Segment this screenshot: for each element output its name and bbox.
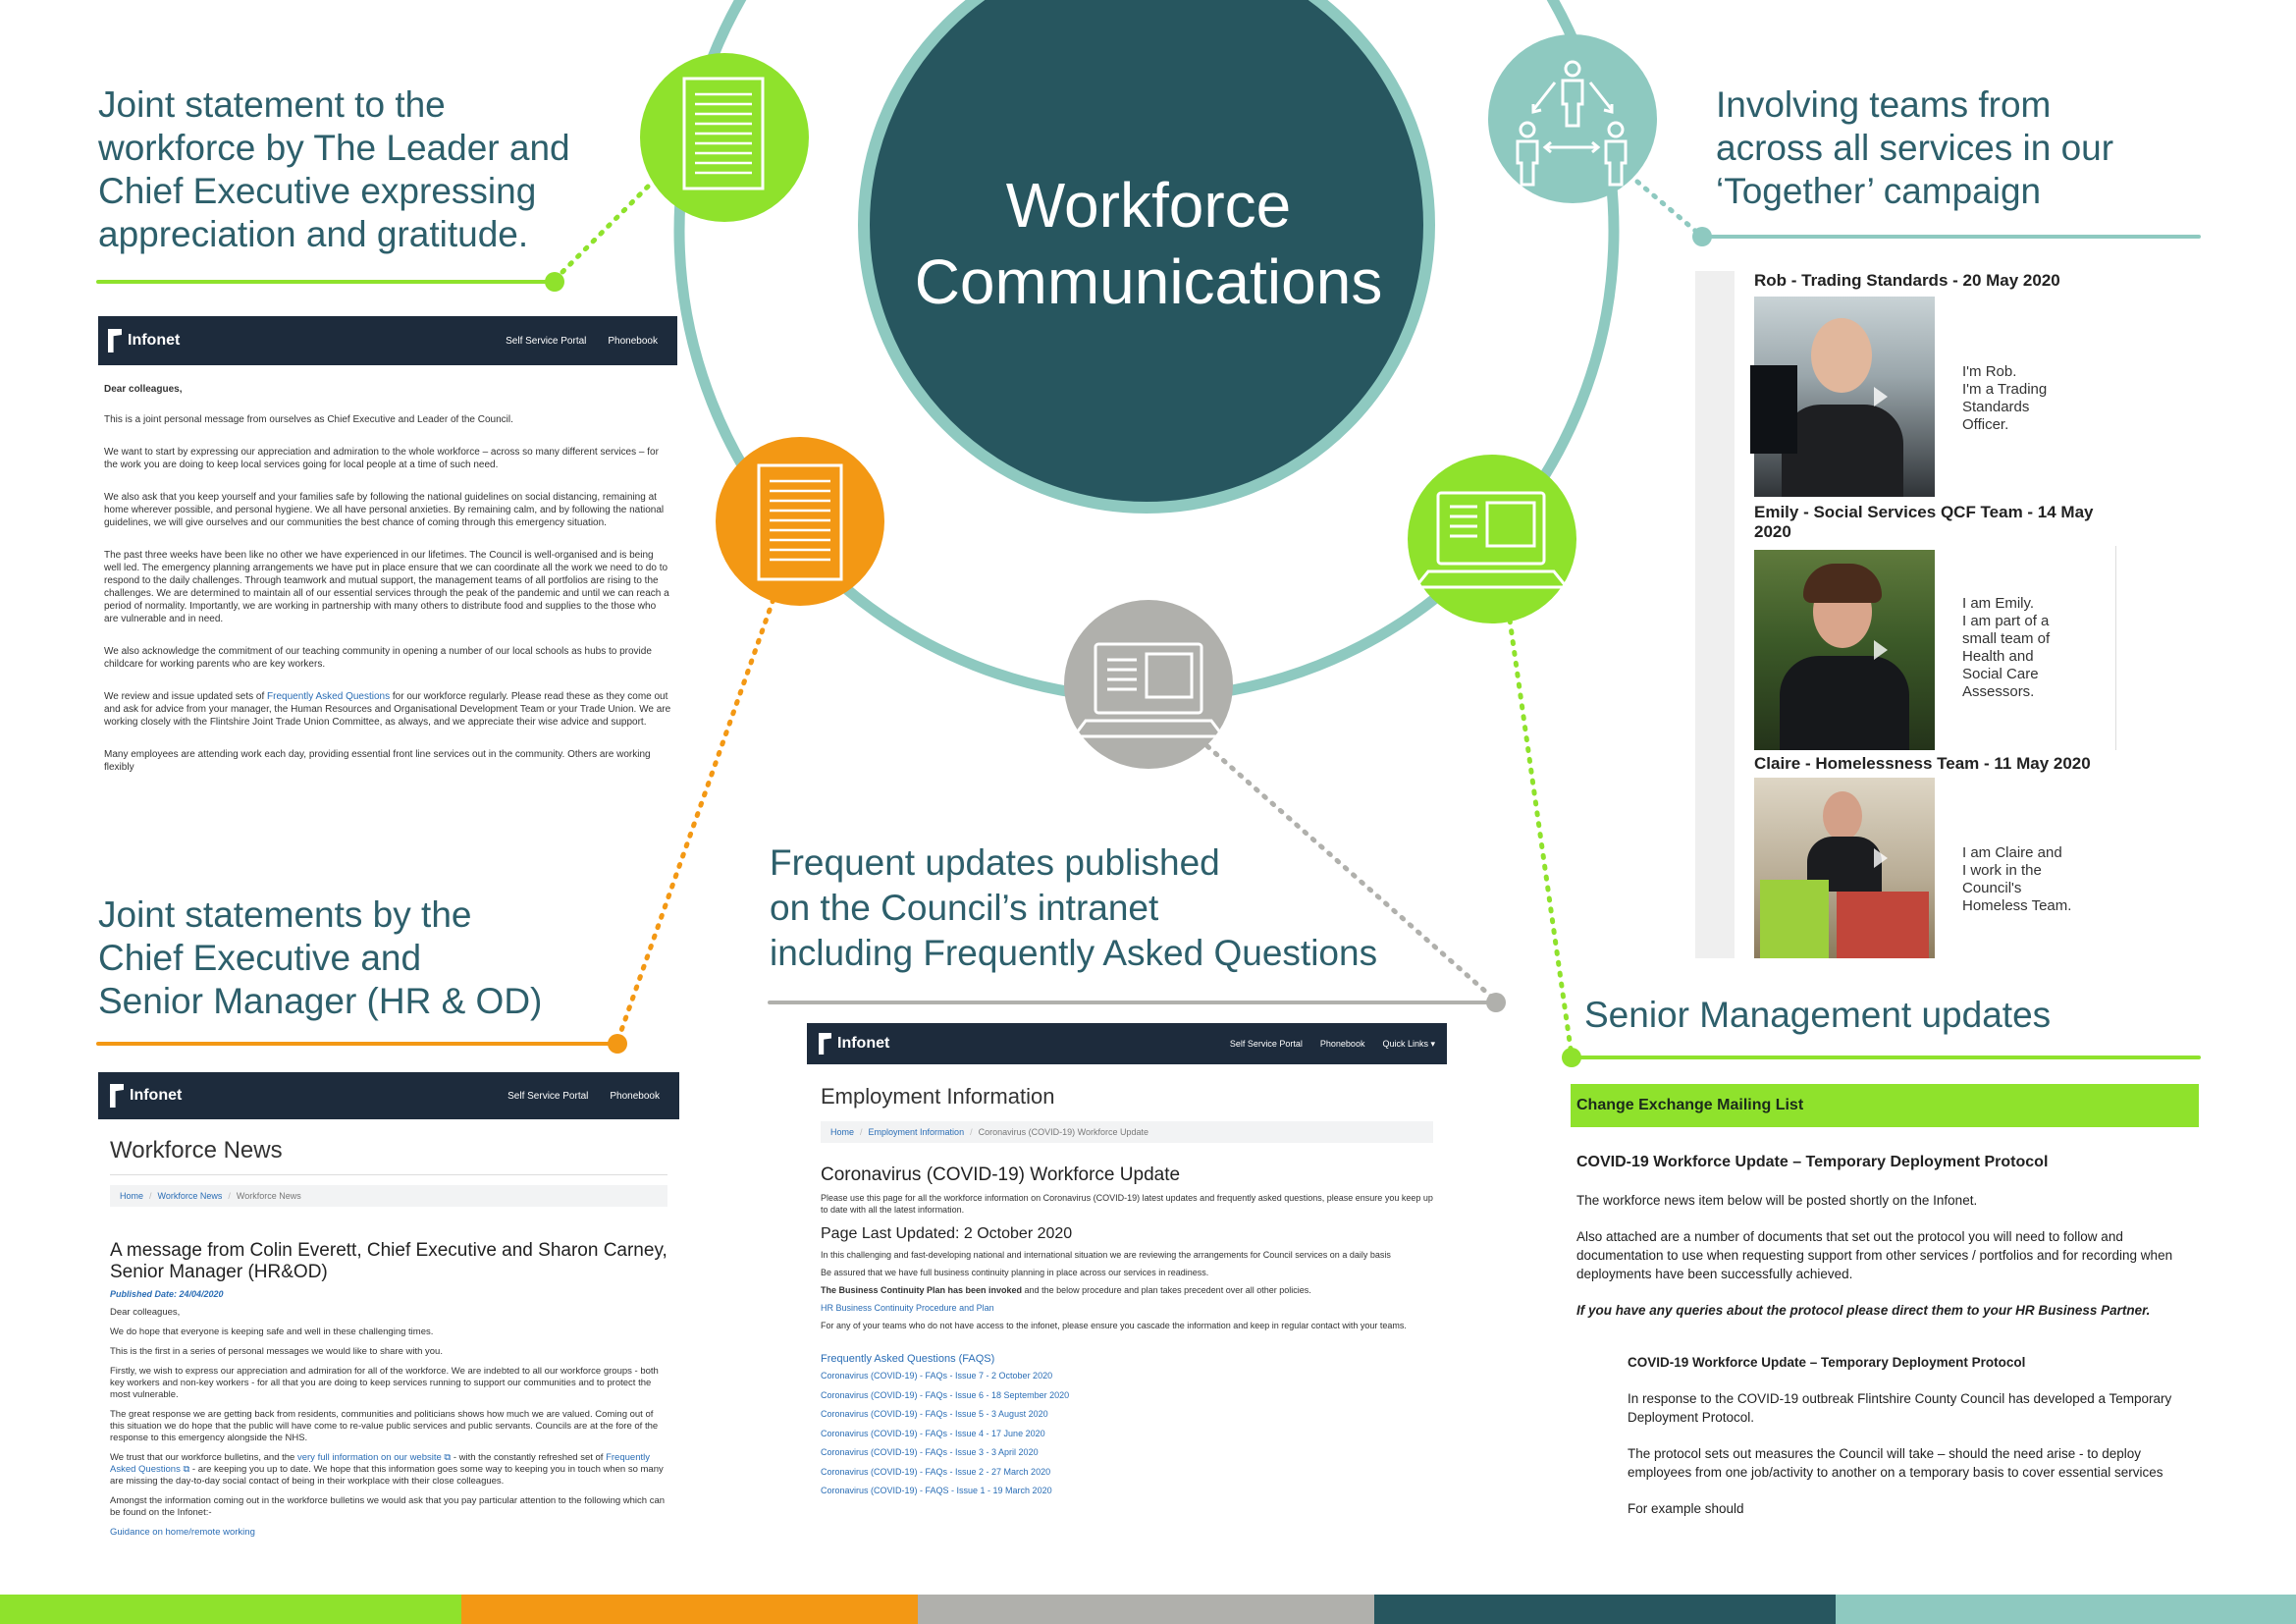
faq-link[interactable]: Coronavirus (COVID-19) - FAQs - Issue 4 - 17 June 2020 xyxy=(821,1428,1045,1438)
heading-joint-statements-hr: Joint statements by the Chief Executive and Senior Manager (HR & OD) xyxy=(98,894,543,1021)
paragraph: Many employees are attending work each day, providing essential front line services out in the community. Others are working flexibly xyxy=(104,749,651,773)
band-teal-dark xyxy=(1374,1595,1836,1624)
section-heading: Coronavirus (COVID-19) Workforce Update xyxy=(821,1164,1181,1185)
claire-photo[interactable] xyxy=(1754,778,1935,958)
heading-frequent-updates: Frequent updates published on the Council’s intranet including Frequently Asked Questions xyxy=(770,842,1378,973)
last-updated: Page Last Updated: 2 October 2020 xyxy=(821,1225,1073,1242)
logo-icon xyxy=(108,329,122,352)
paragraph: This is a joint personal message from ourselves as Chief Executive and Leader of the Council. xyxy=(104,414,513,425)
paragraph: The past three weeks have been like no other we have experienced in our lifetimes. The Council is well-organised and is being well led. The emergency planning arrangements we have put in place ensure that we can coordinate all the work we need to do to respond to the daily challenges. Through teamwork and mutual support, the management teams of all portfolios are rising to the challenges. We are determined to maintain all of our essential services through the peak of the pandemic and until we can reach a period of normality. Importantly, we are working in partnership with many others to distribute food and supplies to the those who are vulnerable and in need. xyxy=(104,550,669,624)
node-grey xyxy=(1064,600,1233,769)
play-icon[interactable] xyxy=(1874,848,1888,868)
text: - are keeping you up to date. We hope that this information goes some way to keeping you in touch when so many are missing the day-to-day social contact of being in their workplace with their close colleagues. xyxy=(110,1464,664,1487)
navbar xyxy=(98,1072,679,1119)
band-orange xyxy=(461,1595,918,1624)
faq-link[interactable]: Coronavirus (COVID-19) - FAQs - Issue 3 - 3 April 2020 xyxy=(821,1447,1039,1457)
body-shape xyxy=(1780,656,1909,750)
brand-name: Infonet xyxy=(837,1035,890,1052)
play-icon[interactable] xyxy=(1874,387,1888,406)
connector-green-right xyxy=(1507,599,1572,1056)
rob-photo[interactable] xyxy=(1754,297,1935,497)
page-title: Employment Information xyxy=(821,1084,1055,1109)
paragraph: Firstly, we wish to express our appreciation and admiration for all of the workforce. We are indebted to all our workforce groups - both key workers and non-key workers - for all that you are doing to keep services running to support our communities and to protect the most vulnerable. xyxy=(110,1366,659,1400)
paragraph: The workforce news item below will be posted shortly on the Infonet. xyxy=(1576,1193,1978,1208)
face-shape xyxy=(1811,318,1872,393)
paragraph: Dear colleagues, xyxy=(110,1307,181,1318)
paragraph: For any of your teams who do not have access to the infonet, please ensure you cascade the information and keep in regular contact with your teams. xyxy=(821,1321,1407,1330)
faq-link[interactable]: Frequently Asked Questions ⧉ xyxy=(110,1452,650,1475)
paragraph: The great response we are getting back from residents, communities and politicians shows how much we are valued. Coming out of this situation we do hope that the public will have come to re-value public services and public servants. Councils are at the fore of the response to this emergency alongside the NHS. xyxy=(110,1409,659,1443)
bold-text: The Business Continuity Plan has been invoked xyxy=(821,1285,1023,1295)
dot-green-right xyxy=(1562,1048,1581,1067)
dot-grey xyxy=(1486,993,1506,1012)
mailing-list-panel xyxy=(1571,1084,2199,1575)
node-green-right xyxy=(1408,455,1576,623)
breadcrumb-home[interactable]: Home xyxy=(830,1127,855,1137)
paragraph: For example should xyxy=(1628,1501,1744,1516)
intro-text: Please use this page for all the workforce information on Coronavirus (COVID-19) latest updates and frequently asked questions, please ensure you keep up to date with all the latest information. xyxy=(821,1193,1433,1215)
paragraph: Be assured that we have full business continuity planning in place across our services in readiness. xyxy=(821,1268,1209,1277)
together-item-title: Rob - Trading Standards - 20 May 2020 xyxy=(1754,271,2060,290)
mailing-list-bar: Change Exchange Mailing List xyxy=(1571,1084,2199,1127)
document-icon xyxy=(684,79,763,189)
nav-quick-links[interactable]: Quick Links ▾ xyxy=(1382,1038,1435,1049)
box-shape xyxy=(1837,892,1929,958)
breadcrumb-current: Workforce News xyxy=(236,1191,301,1201)
text: We review and issue updated sets of xyxy=(104,691,268,702)
infonet-logo[interactable] xyxy=(819,1033,889,1055)
paragraph: We do hope that everyone is keeping safe and well in these challenging times. xyxy=(110,1326,434,1337)
navbar xyxy=(98,316,677,365)
paragraph: If you have any queries about the protocol please direct them to your HR Business Partner. xyxy=(1576,1303,2151,1318)
nav-self-service-portal[interactable]: Self Service Portal xyxy=(507,1090,589,1102)
faq-paragraph xyxy=(104,690,671,729)
band-grey xyxy=(918,1595,1374,1624)
breadcrumb-workforce-news[interactable]: Workforce News xyxy=(157,1191,223,1201)
nav-phonebook[interactable]: Phonebook xyxy=(608,335,658,347)
logo-icon xyxy=(819,1033,831,1055)
paragraph: This is the first in a series of personal messages we would like to share with you. xyxy=(110,1346,443,1357)
infonet-panel-joint-statement xyxy=(98,316,677,817)
breadcrumb: Home / Workforce News / Workforce News xyxy=(110,1185,667,1207)
navbar xyxy=(807,1023,1447,1064)
band-teal-light xyxy=(1836,1595,2296,1624)
band-green xyxy=(0,1595,461,1624)
together-item-quote: I'm Rob. I'm a Trading Standards Officer. xyxy=(1962,363,2048,433)
together-item-title: Claire - Homelessness Team - 11 May 2020 xyxy=(1754,754,2091,773)
article-title: A message from Colin Everett, Chief Executive and Sharon Carney, Senior Manager (HR&OD) xyxy=(110,1240,667,1282)
dot-green-top xyxy=(545,272,564,292)
infonet-panel-employment-information xyxy=(807,1023,1447,1563)
heading-joint-statement: Joint statement to the workforce by The Leader and Chief Executive expressing appreciation and gratitude. xyxy=(98,84,570,254)
emily-photo[interactable] xyxy=(1754,550,1935,750)
website-info-link[interactable]: very full information on our website ⧉ xyxy=(296,1452,452,1463)
heading-involving-teams: Involving teams from across all services in our ‘Together’ campaign xyxy=(1716,84,2114,211)
paragraph: Amongst the information coming out in the workforce bulletins we would ask that you pay particular attention to the following which can be found on the Infonet:- xyxy=(110,1495,666,1518)
breadcrumb-current: Coronavirus (COVID-19) Workforce Update xyxy=(978,1127,1148,1137)
center-title: Workforce Communications xyxy=(914,170,1383,317)
face-shape xyxy=(1823,791,1862,840)
paragraph: We also ask that you keep yourself and your families safe by following the national guidelines on social distancing, remaining at home wherever possible, and personal hygiene. We all have personal anxieties. By remaining calm, and by following the national guidelines, we will give ourselves and our communities the best chance of coming through this emergency situation. xyxy=(104,492,665,528)
play-icon[interactable] xyxy=(1874,640,1888,660)
dot-orange xyxy=(608,1034,627,1054)
nav-phonebook[interactable]: Phonebook xyxy=(610,1090,660,1102)
divider xyxy=(2115,546,2116,750)
text: for our workforce regularly. Please read these as they come out and ask for advice from your manager, the Human Resources and Organisational Development Team or your Trade Union. We are working closely with the Flintshire Joint Trade Union Committee, as always, and we appreciate their wise advice and support. xyxy=(104,691,671,728)
trust-paragraph xyxy=(110,1452,667,1488)
paragraph: In this challenging and fast-developing national and international situation we are reviewing the arrangements for Council services on a daily basis xyxy=(821,1250,1391,1260)
page-title: Workforce News xyxy=(110,1137,667,1175)
paragraph: We want to start by expressing our appreciation and admiration to the whole workforce – across so many different services – for the work you are doing to keep local services going for local people at a time of such need. xyxy=(104,447,659,470)
bcp-paragraph xyxy=(821,1284,1433,1296)
published-date: Published Date: 24/04/2020 xyxy=(110,1289,224,1299)
sidebar-strip xyxy=(1695,271,1735,958)
nav-self-service-portal[interactable]: Self Service Portal xyxy=(1229,1039,1303,1049)
sub-title: COVID-19 Workforce Update – Temporary Deployment Protocol xyxy=(1628,1355,2026,1370)
hair-shape xyxy=(1803,564,1882,603)
faq-link[interactable]: Coronavirus (COVID-19) - FAQs - Issue 6 - 18 September 2020 xyxy=(821,1389,1070,1400)
monitor-shape xyxy=(1750,365,1797,454)
together-campaign-panel xyxy=(1695,271,2199,958)
faq-heading: Frequently Asked Questions (FAQS) xyxy=(821,1353,995,1365)
together-item-quote: I am Claire and I work in the Council's Homeless Team. xyxy=(1962,844,2072,914)
paragraph: In response to the COVID-19 outbreak Flintshire County Council has developed a Temporary Deployment Protocol. xyxy=(1628,1391,2172,1425)
node-teal xyxy=(1488,34,1657,203)
paragraph: Also attached are a number of documents that set out the protocol you will need to follow and documentation to use when requesting support from other services / portfolios and for recording when deployments have been successfully achieved. xyxy=(1576,1229,2173,1281)
text: and the below procedure and plan takes precedent over all other policies. xyxy=(1022,1285,1311,1295)
faq-link[interactable]: Coronavirus (COVID-19) - FAQs - Issue 7 - 2 October 2020 xyxy=(821,1371,1053,1380)
brand-name: Infonet xyxy=(128,332,181,349)
infonet-panel-workforce-news xyxy=(98,1072,679,1563)
paragraph: We also acknowledge the commitment of our teaching community in opening a number of our local schools as hubs to provide childcare for working parents who are key workers. xyxy=(104,646,652,670)
breadcrumb-home[interactable]: Home xyxy=(120,1191,144,1201)
guidance-link[interactable]: Guidance on home/remote working xyxy=(110,1527,255,1538)
nav-phonebook[interactable]: Phonebook xyxy=(1319,1039,1365,1049)
faq-link[interactable]: Coronavirus (COVID-19) - FAQs - Issue 5 - 3 August 2020 xyxy=(821,1409,1048,1419)
breadcrumb: Home / Employment Information / Coronavirus (COVID-19) Workforce Update xyxy=(821,1121,1433,1143)
faq-link[interactable]: Frequently Asked Questions xyxy=(267,691,391,702)
faq-link[interactable]: Coronavirus (COVID-19) - FAQS - Issue 1 - 19 March 2020 xyxy=(821,1486,1052,1495)
greeting: Dear colleagues, xyxy=(104,384,183,395)
heading-senior-management: Senior Management updates xyxy=(1584,995,2052,1035)
logo-icon xyxy=(110,1084,124,1108)
connector-teal xyxy=(1637,182,1701,236)
breadcrumb-employment-information[interactable]: Employment Information xyxy=(868,1127,965,1137)
faq-list xyxy=(821,1367,1433,1501)
dot-teal xyxy=(1692,227,1712,246)
body-shape xyxy=(1782,405,1903,497)
bag-shape xyxy=(1760,880,1829,958)
infonet-logo[interactable] xyxy=(108,329,180,352)
together-item-title: Emily - Social Services QCF Team - 14 May 2020 xyxy=(1754,503,2094,541)
faq-link[interactable]: Coronavirus (COVID-19) - FAQs - Issue 2 - 27 March 2020 xyxy=(821,1466,1051,1477)
brand-name: Infonet xyxy=(130,1087,183,1104)
infonet-logo[interactable] xyxy=(110,1084,182,1108)
paragraph: The protocol sets out measures the Council will take – should the need arise - to deploy employees from one job/activity to another on a temporary basis to cover essential services xyxy=(1628,1446,2163,1480)
bcp-link[interactable]: HR Business Continuity Procedure and Plan xyxy=(821,1303,994,1313)
together-item-quote: I am Emily. I am part of a small team of Health and Social Care Assessors. xyxy=(1962,595,2051,700)
text: We trust that our workforce bulletins, and the xyxy=(110,1452,297,1463)
nav-self-service-portal[interactable]: Self Service Portal xyxy=(506,335,587,347)
text: - with the constantly refreshed set of xyxy=(451,1452,607,1463)
mailing-title: COVID-19 Workforce Update – Temporary Deployment Protocol xyxy=(1576,1154,2049,1170)
